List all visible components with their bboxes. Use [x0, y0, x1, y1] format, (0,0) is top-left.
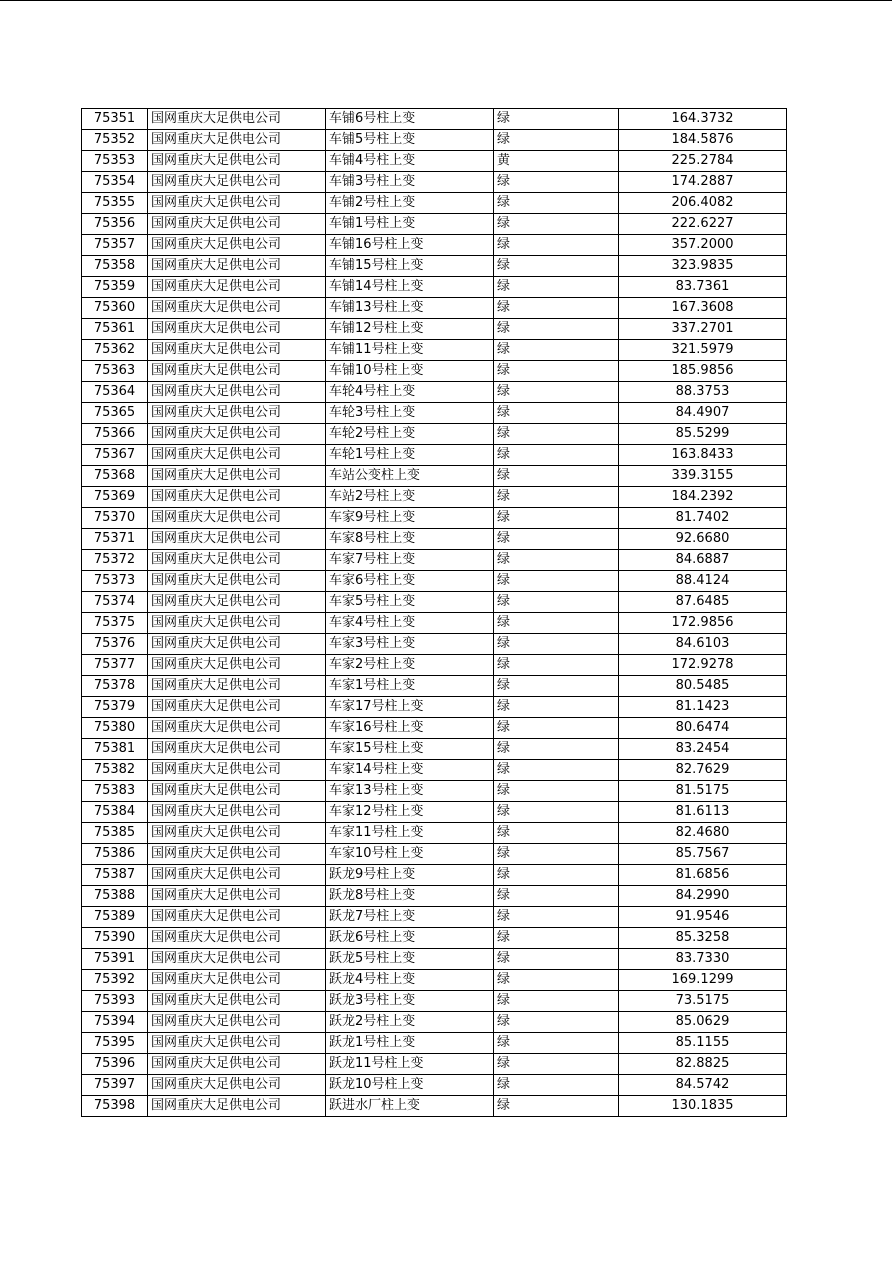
- value-cell: 87.6485: [619, 592, 787, 613]
- transformer-name-cell: 车铺12号柱上变: [326, 319, 494, 340]
- value-cell: 84.6103: [619, 634, 787, 655]
- status-color-cell: 绿: [494, 949, 619, 970]
- value-cell: 92.6680: [619, 529, 787, 550]
- transformer-name-cell: 车家3号柱上变: [326, 634, 494, 655]
- value-cell: 82.8825: [619, 1054, 787, 1075]
- value-cell: 84.5742: [619, 1075, 787, 1096]
- company-cell: 国网重庆大足供电公司: [148, 424, 326, 445]
- value-cell: 81.5175: [619, 781, 787, 802]
- status-color-cell: 绿: [494, 655, 619, 676]
- row-id-cell: 75366: [82, 424, 148, 445]
- table-row: [82, 739, 787, 760]
- company-cell: 国网重庆大足供电公司: [148, 676, 326, 697]
- company-cell: 国网重庆大足供电公司: [148, 802, 326, 823]
- status-color-cell: 绿: [494, 844, 619, 865]
- value-cell: 84.4907: [619, 403, 787, 424]
- status-color-cell: 绿: [494, 109, 619, 130]
- table-row: [82, 928, 787, 949]
- transformer-name-cell: 车铺15号柱上变: [326, 256, 494, 277]
- transformer-name-cell: 车轮1号柱上变: [326, 445, 494, 466]
- value-cell: 81.6856: [619, 865, 787, 886]
- company-cell: 国网重庆大足供电公司: [148, 844, 326, 865]
- row-id-cell: 75355: [82, 193, 148, 214]
- row-id-cell: 75395: [82, 1033, 148, 1054]
- value-cell: 164.3732: [619, 109, 787, 130]
- company-cell: 国网重庆大足供电公司: [148, 466, 326, 487]
- row-id-cell: 75360: [82, 298, 148, 319]
- value-cell: 130.1835: [619, 1096, 787, 1117]
- row-id-cell: 75368: [82, 466, 148, 487]
- transformer-name-cell: 车家14号柱上变: [326, 760, 494, 781]
- transformer-name-cell: 跃龙10号柱上变: [326, 1075, 494, 1096]
- status-color-cell: 绿: [494, 634, 619, 655]
- company-cell: 国网重庆大足供电公司: [148, 592, 326, 613]
- value-cell: 88.3753: [619, 382, 787, 403]
- table-row: [82, 634, 787, 655]
- transformer-name-cell: 车家10号柱上变: [326, 844, 494, 865]
- table-row: [82, 970, 787, 991]
- status-color-cell: 绿: [494, 550, 619, 571]
- company-cell: 国网重庆大足供电公司: [148, 277, 326, 298]
- table-row: [82, 1054, 787, 1075]
- transformer-name-cell: 跃龙11号柱上变: [326, 1054, 494, 1075]
- company-cell: 国网重庆大足供电公司: [148, 991, 326, 1012]
- row-id-cell: 75383: [82, 781, 148, 802]
- status-color-cell: 绿: [494, 130, 619, 151]
- status-color-cell: 绿: [494, 214, 619, 235]
- row-id-cell: 75362: [82, 340, 148, 361]
- status-color-cell: 绿: [494, 1096, 619, 1117]
- value-cell: 206.4082: [619, 193, 787, 214]
- status-color-cell: 绿: [494, 970, 619, 991]
- value-cell: 82.4680: [619, 823, 787, 844]
- row-id-cell: 75373: [82, 571, 148, 592]
- transformer-name-cell: 跃龙1号柱上变: [326, 1033, 494, 1054]
- status-color-cell: 绿: [494, 445, 619, 466]
- row-id-cell: 75357: [82, 235, 148, 256]
- transformer-name-cell: 车铺11号柱上变: [326, 340, 494, 361]
- row-id-cell: 75386: [82, 844, 148, 865]
- table-row: [82, 109, 787, 130]
- transformer-name-cell: 车轮3号柱上变: [326, 403, 494, 424]
- row-id-cell: 75372: [82, 550, 148, 571]
- transformer-name-cell: 车轮4号柱上变: [326, 382, 494, 403]
- value-cell: 225.2784: [619, 151, 787, 172]
- value-cell: 174.2887: [619, 172, 787, 193]
- table-row: [82, 256, 787, 277]
- table-row: [82, 130, 787, 151]
- table-row: [82, 445, 787, 466]
- transformer-name-cell: 车家16号柱上变: [326, 718, 494, 739]
- value-cell: 83.2454: [619, 739, 787, 760]
- transformer-name-cell: 车家5号柱上变: [326, 592, 494, 613]
- table-row: [82, 886, 787, 907]
- value-cell: 184.5876: [619, 130, 787, 151]
- transformer-table: [81, 108, 787, 1117]
- row-id-cell: 75364: [82, 382, 148, 403]
- value-cell: 184.2392: [619, 487, 787, 508]
- transformer-name-cell: 车站2号柱上变: [326, 487, 494, 508]
- value-cell: 85.1155: [619, 1033, 787, 1054]
- status-color-cell: 绿: [494, 571, 619, 592]
- table-row: [82, 361, 787, 382]
- table-row: [82, 613, 787, 634]
- company-cell: 国网重庆大足供电公司: [148, 361, 326, 382]
- company-cell: 国网重庆大足供电公司: [148, 1012, 326, 1033]
- company-cell: 国网重庆大足供电公司: [148, 256, 326, 277]
- transformer-name-cell: 车铺2号柱上变: [326, 193, 494, 214]
- table-row: [82, 1075, 787, 1096]
- company-cell: 国网重庆大足供电公司: [148, 235, 326, 256]
- row-id-cell: 75389: [82, 907, 148, 928]
- row-id-cell: 75361: [82, 319, 148, 340]
- table-row: [82, 991, 787, 1012]
- table-row: [82, 1012, 787, 1033]
- table-row: [82, 697, 787, 718]
- row-id-cell: 75396: [82, 1054, 148, 1075]
- table-row: [82, 340, 787, 361]
- company-cell: 国网重庆大足供电公司: [148, 529, 326, 550]
- table-row: [82, 802, 787, 823]
- row-id-cell: 75381: [82, 739, 148, 760]
- company-cell: 国网重庆大足供电公司: [148, 697, 326, 718]
- row-id-cell: 75370: [82, 508, 148, 529]
- company-cell: 国网重庆大足供电公司: [148, 1054, 326, 1075]
- company-cell: 国网重庆大足供电公司: [148, 403, 326, 424]
- value-cell: 85.0629: [619, 1012, 787, 1033]
- status-color-cell: 绿: [494, 718, 619, 739]
- status-color-cell: 绿: [494, 361, 619, 382]
- status-color-cell: 绿: [494, 298, 619, 319]
- table-row: [82, 277, 787, 298]
- transformer-name-cell: 车站公变柱上变: [326, 466, 494, 487]
- value-cell: 337.2701: [619, 319, 787, 340]
- value-cell: 81.7402: [619, 508, 787, 529]
- value-cell: 85.5299: [619, 424, 787, 445]
- status-color-cell: 绿: [494, 424, 619, 445]
- row-id-cell: 75397: [82, 1075, 148, 1096]
- value-cell: 81.6113: [619, 802, 787, 823]
- transformer-name-cell: 车家7号柱上变: [326, 550, 494, 571]
- table-row: [82, 781, 787, 802]
- status-color-cell: 绿: [494, 193, 619, 214]
- company-cell: 国网重庆大足供电公司: [148, 445, 326, 466]
- table-row: [82, 403, 787, 424]
- value-cell: 185.9856: [619, 361, 787, 382]
- company-cell: 国网重庆大足供电公司: [148, 970, 326, 991]
- row-id-cell: 75371: [82, 529, 148, 550]
- status-color-cell: 绿: [494, 382, 619, 403]
- transformer-name-cell: 车铺13号柱上变: [326, 298, 494, 319]
- company-cell: 国网重庆大足供电公司: [148, 739, 326, 760]
- table-row: [82, 1096, 787, 1117]
- table-row: [82, 508, 787, 529]
- row-id-cell: 75392: [82, 970, 148, 991]
- value-cell: 88.4124: [619, 571, 787, 592]
- company-cell: 国网重庆大足供电公司: [148, 109, 326, 130]
- table-row: [82, 907, 787, 928]
- status-color-cell: 绿: [494, 928, 619, 949]
- company-cell: 国网重庆大足供电公司: [148, 151, 326, 172]
- row-id-cell: 75388: [82, 886, 148, 907]
- row-id-cell: 75369: [82, 487, 148, 508]
- transformer-name-cell: 车铺6号柱上变: [326, 109, 494, 130]
- status-color-cell: 绿: [494, 1054, 619, 1075]
- row-id-cell: 75398: [82, 1096, 148, 1117]
- status-color-cell: 绿: [494, 1075, 619, 1096]
- table-row: [82, 655, 787, 676]
- row-id-cell: 75394: [82, 1012, 148, 1033]
- transformer-name-cell: 车家15号柱上变: [326, 739, 494, 760]
- status-color-cell: 绿: [494, 886, 619, 907]
- table-row: [82, 1033, 787, 1054]
- transformer-name-cell: 车家1号柱上变: [326, 676, 494, 697]
- row-id-cell: 75393: [82, 991, 148, 1012]
- status-color-cell: 绿: [494, 466, 619, 487]
- status-color-cell: 绿: [494, 1033, 619, 1054]
- company-cell: 国网重庆大足供电公司: [148, 487, 326, 508]
- company-cell: 国网重庆大足供电公司: [148, 949, 326, 970]
- company-cell: 国网重庆大足供电公司: [148, 508, 326, 529]
- page-top-rule: [0, 0, 892, 1]
- value-cell: 82.7629: [619, 760, 787, 781]
- value-cell: 83.7330: [619, 949, 787, 970]
- value-cell: 73.5175: [619, 991, 787, 1012]
- table-row: [82, 718, 787, 739]
- value-cell: 85.3258: [619, 928, 787, 949]
- table-row: [82, 298, 787, 319]
- company-cell: 国网重庆大足供电公司: [148, 634, 326, 655]
- value-cell: 84.6887: [619, 550, 787, 571]
- transformer-name-cell: 车家4号柱上变: [326, 613, 494, 634]
- status-color-cell: 绿: [494, 1012, 619, 1033]
- row-id-cell: 75358: [82, 256, 148, 277]
- value-cell: 81.1423: [619, 697, 787, 718]
- company-cell: 国网重庆大足供电公司: [148, 865, 326, 886]
- value-cell: 172.9856: [619, 613, 787, 634]
- row-id-cell: 75380: [82, 718, 148, 739]
- company-cell: 国网重庆大足供电公司: [148, 571, 326, 592]
- status-color-cell: 绿: [494, 235, 619, 256]
- transformer-name-cell: 跃进水厂柱上变: [326, 1096, 494, 1117]
- table-row: [82, 214, 787, 235]
- table-row: [82, 151, 787, 172]
- transformer-name-cell: 车家13号柱上变: [326, 781, 494, 802]
- row-id-cell: 75384: [82, 802, 148, 823]
- status-color-cell: 黄: [494, 151, 619, 172]
- company-cell: 国网重庆大足供电公司: [148, 613, 326, 634]
- row-id-cell: 75374: [82, 592, 148, 613]
- value-cell: 80.5485: [619, 676, 787, 697]
- company-cell: 国网重庆大足供电公司: [148, 823, 326, 844]
- transformer-name-cell: 跃龙2号柱上变: [326, 1012, 494, 1033]
- status-color-cell: 绿: [494, 739, 619, 760]
- row-id-cell: 75385: [82, 823, 148, 844]
- row-id-cell: 75365: [82, 403, 148, 424]
- table-row: [82, 949, 787, 970]
- row-id-cell: 75387: [82, 865, 148, 886]
- value-cell: 169.1299: [619, 970, 787, 991]
- row-id-cell: 75375: [82, 613, 148, 634]
- table-row: [82, 592, 787, 613]
- transformer-name-cell: 跃龙8号柱上变: [326, 886, 494, 907]
- table-row: [82, 865, 787, 886]
- status-color-cell: 绿: [494, 781, 619, 802]
- row-id-cell: 75359: [82, 277, 148, 298]
- status-color-cell: 绿: [494, 508, 619, 529]
- value-cell: 323.9835: [619, 256, 787, 277]
- value-cell: 163.8433: [619, 445, 787, 466]
- company-cell: 国网重庆大足供电公司: [148, 130, 326, 151]
- status-color-cell: 绿: [494, 676, 619, 697]
- table-row: [82, 193, 787, 214]
- status-color-cell: 绿: [494, 802, 619, 823]
- company-cell: 国网重庆大足供电公司: [148, 382, 326, 403]
- value-cell: 80.6474: [619, 718, 787, 739]
- transformer-name-cell: 跃龙9号柱上变: [326, 865, 494, 886]
- company-cell: 国网重庆大足供电公司: [148, 1075, 326, 1096]
- table-row: [82, 235, 787, 256]
- transformer-name-cell: 车铺14号柱上变: [326, 277, 494, 298]
- row-id-cell: 75356: [82, 214, 148, 235]
- company-cell: 国网重庆大足供电公司: [148, 760, 326, 781]
- row-id-cell: 75377: [82, 655, 148, 676]
- status-color-cell: 绿: [494, 865, 619, 886]
- table-row: [82, 676, 787, 697]
- transformer-name-cell: 车铺3号柱上变: [326, 172, 494, 193]
- transformer-name-cell: 车铺5号柱上变: [326, 130, 494, 151]
- row-id-cell: 75363: [82, 361, 148, 382]
- table-row: [82, 382, 787, 403]
- company-cell: 国网重庆大足供电公司: [148, 298, 326, 319]
- status-color-cell: 绿: [494, 256, 619, 277]
- status-color-cell: 绿: [494, 340, 619, 361]
- table-row: [82, 844, 787, 865]
- company-cell: 国网重庆大足供电公司: [148, 550, 326, 571]
- value-cell: 167.3608: [619, 298, 787, 319]
- status-color-cell: 绿: [494, 319, 619, 340]
- status-color-cell: 绿: [494, 487, 619, 508]
- company-cell: 国网重庆大足供电公司: [148, 214, 326, 235]
- row-id-cell: 75354: [82, 172, 148, 193]
- table-row: [82, 529, 787, 550]
- status-color-cell: 绿: [494, 991, 619, 1012]
- company-cell: 国网重庆大足供电公司: [148, 655, 326, 676]
- value-cell: 339.3155: [619, 466, 787, 487]
- table-row: [82, 823, 787, 844]
- row-id-cell: 75379: [82, 697, 148, 718]
- transformer-name-cell: 车铺4号柱上变: [326, 151, 494, 172]
- value-cell: 91.9546: [619, 907, 787, 928]
- transformer-name-cell: 跃龙6号柱上变: [326, 928, 494, 949]
- status-color-cell: 绿: [494, 172, 619, 193]
- row-id-cell: 75391: [82, 949, 148, 970]
- transformer-name-cell: 车家11号柱上变: [326, 823, 494, 844]
- value-cell: 85.7567: [619, 844, 787, 865]
- table-row: [82, 571, 787, 592]
- status-color-cell: 绿: [494, 760, 619, 781]
- status-color-cell: 绿: [494, 613, 619, 634]
- row-id-cell: 75352: [82, 130, 148, 151]
- table-row: [82, 466, 787, 487]
- company-cell: 国网重庆大足供电公司: [148, 1096, 326, 1117]
- status-color-cell: 绿: [494, 529, 619, 550]
- row-id-cell: 75376: [82, 634, 148, 655]
- transformer-name-cell: 车铺10号柱上变: [326, 361, 494, 382]
- company-cell: 国网重庆大足供电公司: [148, 193, 326, 214]
- transformer-name-cell: 跃龙5号柱上变: [326, 949, 494, 970]
- company-cell: 国网重庆大足供电公司: [148, 907, 326, 928]
- row-id-cell: 75367: [82, 445, 148, 466]
- transformer-name-cell: 车家12号柱上变: [326, 802, 494, 823]
- value-cell: 83.7361: [619, 277, 787, 298]
- status-color-cell: 绿: [494, 823, 619, 844]
- company-cell: 国网重庆大足供电公司: [148, 928, 326, 949]
- table-row: [82, 319, 787, 340]
- table-row: [82, 424, 787, 445]
- status-color-cell: 绿: [494, 403, 619, 424]
- company-cell: 国网重庆大足供电公司: [148, 781, 326, 802]
- company-cell: 国网重庆大足供电公司: [148, 172, 326, 193]
- row-id-cell: 75353: [82, 151, 148, 172]
- company-cell: 国网重庆大足供电公司: [148, 319, 326, 340]
- transformer-name-cell: 车家2号柱上变: [326, 655, 494, 676]
- transformer-name-cell: 车轮2号柱上变: [326, 424, 494, 445]
- row-id-cell: 75390: [82, 928, 148, 949]
- table-row: [82, 487, 787, 508]
- value-cell: 321.5979: [619, 340, 787, 361]
- value-cell: 84.2990: [619, 886, 787, 907]
- transformer-name-cell: 车铺1号柱上变: [326, 214, 494, 235]
- table-row: [82, 550, 787, 571]
- value-cell: 222.6227: [619, 214, 787, 235]
- company-cell: 国网重庆大足供电公司: [148, 886, 326, 907]
- company-cell: 国网重庆大足供电公司: [148, 340, 326, 361]
- transformer-name-cell: 跃龙4号柱上变: [326, 970, 494, 991]
- transformer-name-cell: 车家9号柱上变: [326, 508, 494, 529]
- transformer-name-cell: 车家17号柱上变: [326, 697, 494, 718]
- company-cell: 国网重庆大足供电公司: [148, 718, 326, 739]
- company-cell: 国网重庆大足供电公司: [148, 1033, 326, 1054]
- table-row: [82, 760, 787, 781]
- value-cell: 172.9278: [619, 655, 787, 676]
- transformer-name-cell: 跃龙3号柱上变: [326, 991, 494, 1012]
- row-id-cell: 75382: [82, 760, 148, 781]
- row-id-cell: 75351: [82, 109, 148, 130]
- value-cell: 357.2000: [619, 235, 787, 256]
- transformer-name-cell: 车家6号柱上变: [326, 571, 494, 592]
- table-body: [82, 109, 787, 1117]
- status-color-cell: 绿: [494, 697, 619, 718]
- status-color-cell: 绿: [494, 277, 619, 298]
- transformer-name-cell: 车铺16号柱上变: [326, 235, 494, 256]
- status-color-cell: 绿: [494, 907, 619, 928]
- transformer-name-cell: 跃龙7号柱上变: [326, 907, 494, 928]
- status-color-cell: 绿: [494, 592, 619, 613]
- table-row: [82, 172, 787, 193]
- transformer-name-cell: 车家8号柱上变: [326, 529, 494, 550]
- row-id-cell: 75378: [82, 676, 148, 697]
